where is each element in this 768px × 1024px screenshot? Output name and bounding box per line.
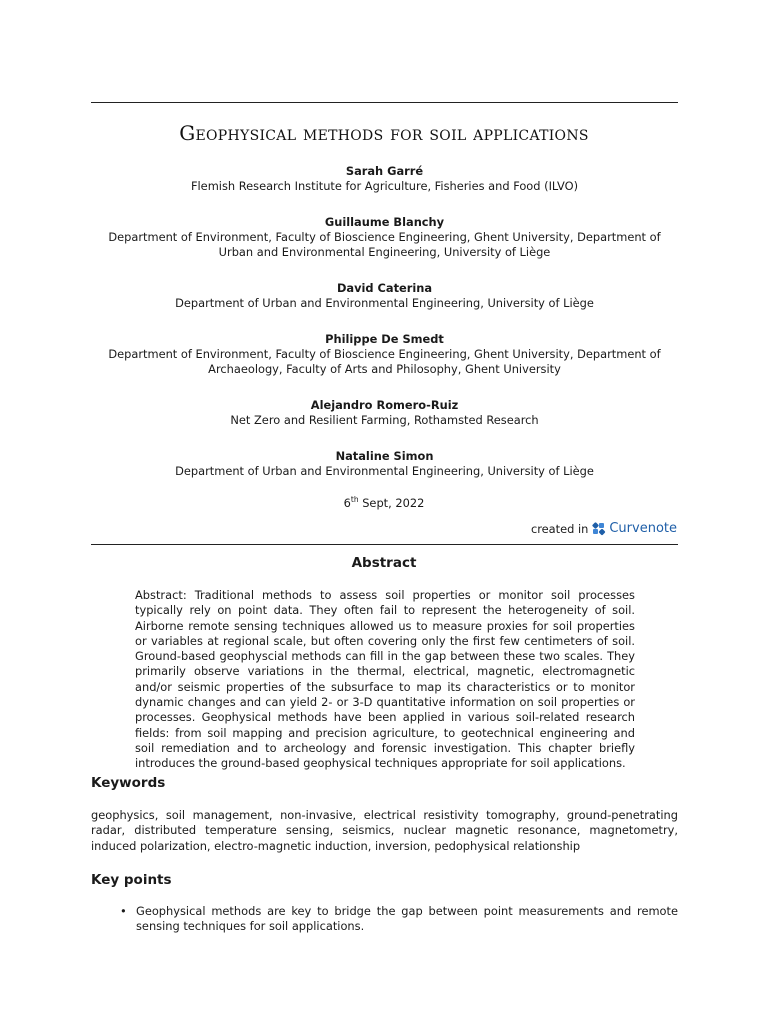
created-in-badge[interactable]: [531, 521, 677, 536]
date-suffix: th: [350, 495, 359, 504]
author-name: Guillaume Blanchy: [324, 215, 445, 229]
created-in-label: created in: [530, 521, 589, 536]
date-rest: Sept, 2022: [362, 495, 425, 510]
author-name: Nataline Simon: [335, 449, 434, 463]
author-name: Sarah Garré: [345, 164, 424, 178]
author-name: Philippe De Smedt: [325, 332, 444, 346]
curvenote-brand: Curvenote: [609, 521, 677, 536]
author-affiliation: Department of Environment, Faculty of Bioscience Engineering, Ghent University, Department of Urban and Environmental Engineering, University of Liège: [108, 230, 661, 259]
curvenote-icon: [592, 522, 606, 536]
author-affiliation: Department of Urban and Environmental Engineering, University of Liège: [175, 464, 594, 478]
top-rule: [91, 102, 678, 103]
abstract-heading: Abstract: [351, 555, 417, 571]
author-block: [91, 398, 678, 428]
curvenote-logo[interactable]: [592, 521, 677, 536]
key-point-item: • Geophysical methods are key to bridge the gap between point measurements and remote sensing techniques for soil applications.: [114, 904, 678, 935]
author-affiliation: Net Zero and Resilient Farming, Rothamsted Research: [230, 413, 539, 427]
key-points-heading: Key points: [91, 872, 172, 888]
keywords-heading: Keywords: [91, 775, 166, 791]
author-block: [91, 281, 678, 311]
keywords-text: geophysics, soil management, non-invasive, electrical resistivity tomography, ground-penetrating radar, distributed temperature sensing, seismics, nuclear magnetic resonance, magnetometry, induced polarization, electro-magnetic induction, inversion, pedophysical relationship: [91, 808, 678, 853]
author-block: [91, 215, 678, 260]
author-affiliation: Department of Urban and Environmental Engineering, University of Liège: [175, 296, 594, 310]
key-points-list: [114, 904, 678, 935]
author-block: [91, 332, 678, 377]
author-affiliation: Flemish Research Institute for Agriculture, Fisheries and Food (ILVO): [190, 179, 579, 193]
author-block: [91, 449, 678, 479]
author-name: Alejandro Romero-Ruiz: [310, 398, 459, 412]
author-affiliation: Department of Environment, Faculty of Bioscience Engineering, Ghent University, Department of Archaeology, Faculty of Arts and Philosophy, Ghent University: [108, 347, 661, 376]
author-list: [91, 164, 678, 500]
date-day: 6: [343, 495, 351, 510]
paper-title: Geophysical methods for soil applications: [179, 121, 589, 145]
section-rule: [91, 544, 678, 545]
author-name: David Caterina: [336, 281, 433, 295]
abstract-text: Abstract: Traditional methods to assess soil properties or monitor soil processes typically rely on point data. They often fail to represent the heterogeneity of soil. Airborne remote sensing techniques allowed us to measure proxies for soil properties or variables at regional scale, but often covering only the first few centimeters of soil. Ground-based geophyscial methods can fill in the gap between these two scales. They primarily observe variations in the thermal, electrical, magnetic, electromagnetic and/or seismic properties of the subsurface to map its characteristics or to monitor dynamic changes and can yield 2- or 3-D quantitative information on soil properties or processes. Geophysical methods have been applied in various soil-related research fields: from soil mapping and precision agriculture, to geotechnical engineering and soil remediation and to archeology and forensic investigation. This chapter briefly introduces the ground-based geophysical techniques appropriate for soil applications.: [135, 588, 635, 771]
publication-date: [0, 495, 768, 510]
author-block: [91, 164, 678, 194]
